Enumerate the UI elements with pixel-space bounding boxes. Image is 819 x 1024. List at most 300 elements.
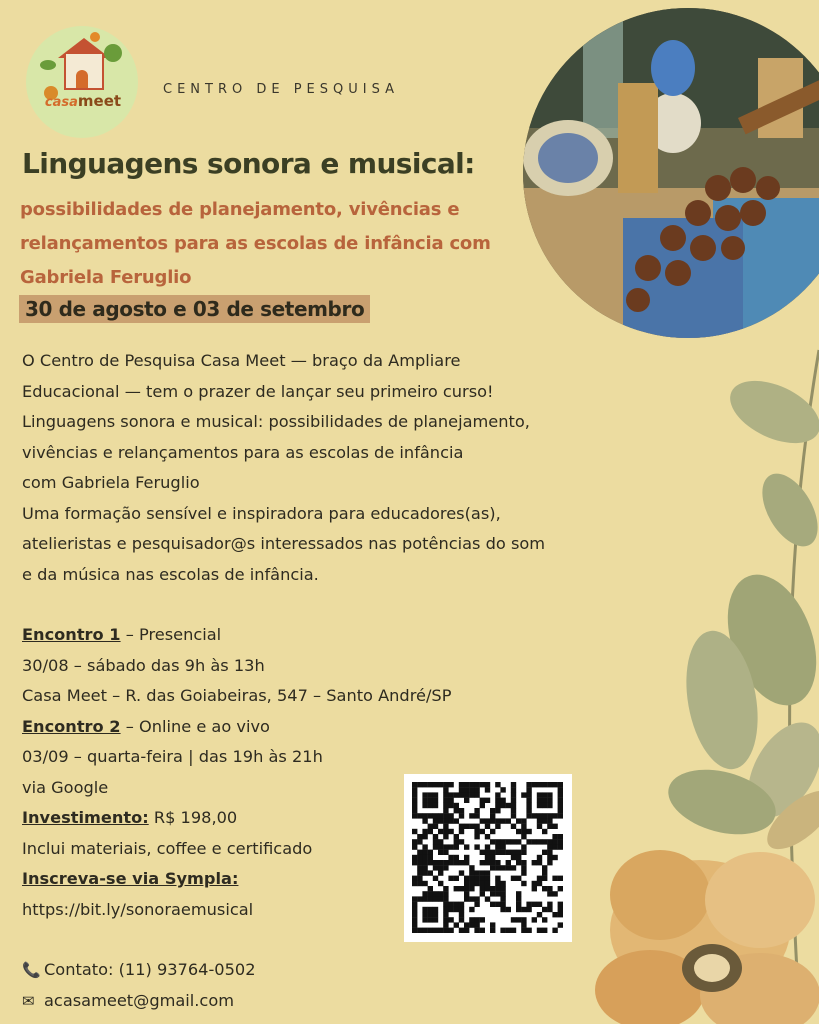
qr-module — [428, 824, 433, 829]
qr-module — [428, 912, 433, 917]
qr-module — [480, 798, 485, 803]
qr-module — [474, 792, 479, 797]
investimento-row — [22, 803, 422, 834]
qr-module — [474, 902, 479, 907]
qr-module — [511, 824, 516, 829]
qr-module — [417, 865, 422, 870]
qr-module — [537, 798, 542, 803]
qr-module — [428, 907, 433, 912]
qr-module — [417, 870, 422, 875]
qr-module — [417, 782, 422, 787]
qr-module — [443, 844, 448, 849]
qr-module — [422, 928, 427, 933]
qr-module — [485, 881, 490, 886]
qr-module — [433, 917, 438, 922]
qr-module — [417, 881, 422, 886]
qr-module — [443, 818, 448, 823]
qr-code[interactable] — [404, 774, 572, 942]
qr-module — [474, 917, 479, 922]
qr-module — [433, 896, 438, 901]
qr-module — [490, 818, 495, 823]
qr-module — [480, 870, 485, 875]
qr-module — [485, 860, 490, 865]
qr-module — [459, 860, 464, 865]
qr-module — [547, 891, 552, 896]
qr-module — [428, 829, 433, 834]
qr-module — [537, 912, 542, 917]
qr-module — [495, 808, 500, 813]
qr-module — [474, 896, 479, 901]
qr-module — [511, 792, 516, 797]
qr-module — [542, 839, 547, 844]
qr-module — [454, 902, 459, 907]
qr-module — [500, 850, 505, 855]
qr-module — [464, 782, 469, 787]
qr-module — [464, 860, 469, 865]
qr-module — [459, 928, 464, 933]
qr-module — [464, 896, 469, 901]
qr-module — [500, 886, 505, 891]
qr-module — [469, 886, 474, 891]
qr-module — [433, 798, 438, 803]
qr-module — [542, 870, 547, 875]
qr-module — [417, 928, 422, 933]
qr-module — [480, 850, 485, 855]
encontro2-when: 03/09 – quarta-feira | das 19h às 21h — [22, 747, 323, 766]
qr-module — [511, 850, 516, 855]
qr-module — [469, 787, 474, 792]
qr-module — [448, 876, 453, 881]
qr-module — [469, 896, 474, 901]
qr-module — [412, 792, 417, 797]
sun-icon — [90, 32, 100, 42]
encontro2-label: Encontro 2 — [22, 716, 121, 736]
encontro1-where: Casa Meet – R. das Goiabeiras, 547 – Santo André/SP — [22, 686, 452, 705]
encontro1-heading — [22, 620, 422, 651]
qr-module — [454, 855, 459, 860]
qr-module — [521, 792, 526, 797]
qr-module — [500, 928, 505, 933]
qr-module — [448, 855, 453, 860]
qr-module — [526, 798, 531, 803]
qr-module — [552, 782, 557, 787]
qr-module — [558, 844, 563, 849]
qr-module — [511, 813, 516, 818]
qr-module — [412, 928, 417, 933]
qr-module — [516, 876, 521, 881]
qr-module — [412, 907, 417, 912]
qr-module — [526, 902, 531, 907]
qr-module — [526, 829, 531, 834]
qr-module — [521, 917, 526, 922]
qr-module — [433, 813, 438, 818]
qr-module — [485, 855, 490, 860]
qr-module — [480, 860, 485, 865]
qr-module — [412, 876, 417, 881]
qr-module — [558, 834, 563, 839]
qr-module — [443, 896, 448, 901]
qr-module — [443, 886, 448, 891]
qr-module — [464, 844, 469, 849]
qr-module — [500, 839, 505, 844]
qr-module — [443, 912, 448, 917]
qr-module — [485, 886, 490, 891]
qr-module — [443, 902, 448, 907]
qr-module — [422, 850, 427, 855]
qr-module — [485, 834, 490, 839]
qr-module — [474, 881, 479, 886]
qr-module — [516, 839, 521, 844]
qr-module — [469, 907, 474, 912]
qr-module — [480, 917, 485, 922]
qr-module — [428, 850, 433, 855]
qr-module — [516, 896, 521, 901]
qr-module — [474, 824, 479, 829]
qr-module — [537, 860, 542, 865]
qr-module — [500, 896, 505, 901]
qr-module — [490, 902, 495, 907]
qr-module — [490, 886, 495, 891]
qr-module — [480, 782, 485, 787]
qr-module — [558, 787, 563, 792]
qr-module — [558, 922, 563, 927]
qr-module — [542, 917, 547, 922]
qr-module — [506, 839, 511, 844]
qr-module — [459, 813, 464, 818]
qr-module — [547, 824, 552, 829]
qr-module — [521, 865, 526, 870]
qr-module — [422, 896, 427, 901]
qr-module — [459, 787, 464, 792]
qr-module — [454, 876, 459, 881]
qr-module — [500, 803, 505, 808]
investimento-label: Investimento: — [22, 808, 149, 827]
qr-module — [495, 803, 500, 808]
qr-module — [412, 881, 417, 886]
qr-module — [516, 855, 521, 860]
qr-module — [500, 798, 505, 803]
qr-module — [428, 798, 433, 803]
qr-module — [495, 881, 500, 886]
qr-module — [521, 922, 526, 927]
qr-module — [474, 870, 479, 875]
qr-module — [532, 839, 537, 844]
qr-module — [495, 818, 500, 823]
qr-module — [422, 844, 427, 849]
qr-module — [438, 839, 443, 844]
qr-module — [417, 834, 422, 839]
qr-module — [459, 902, 464, 907]
description-line: atelieristas e pesquisador@s interessados nas potências do som — [22, 534, 546, 553]
qr-module — [448, 782, 453, 787]
qr-module — [537, 928, 542, 933]
contact-block — [22, 955, 256, 1016]
qr-module — [480, 891, 485, 896]
qr-module — [526, 907, 531, 912]
qr-module — [485, 876, 490, 881]
qr-module — [490, 922, 495, 927]
qr-module — [464, 824, 469, 829]
qr-module — [542, 782, 547, 787]
qr-module — [537, 813, 542, 818]
qr-module — [558, 808, 563, 813]
qr-module — [422, 834, 427, 839]
qr-module — [521, 829, 526, 834]
qr-module — [511, 876, 516, 881]
qr-module — [474, 787, 479, 792]
qr-module — [438, 860, 443, 865]
qr-module — [490, 808, 495, 813]
qr-module — [422, 881, 427, 886]
qr-module — [474, 782, 479, 787]
qr-module — [485, 824, 490, 829]
qr-module — [422, 782, 427, 787]
qr-module — [552, 824, 557, 829]
qr-module — [428, 803, 433, 808]
qr-module — [558, 912, 563, 917]
qr-module — [443, 829, 448, 834]
qr-module — [459, 829, 464, 834]
qr-module — [454, 860, 459, 865]
course-subtitle — [20, 193, 520, 295]
qr-module — [532, 917, 537, 922]
qr-module — [490, 839, 495, 844]
qr-module — [526, 813, 531, 818]
qr-module — [516, 902, 521, 907]
inscricao-label: Inscreva-se via Sympla: — [22, 869, 239, 888]
qr-module — [495, 792, 500, 797]
qr-module — [412, 855, 417, 860]
qr-module — [558, 813, 563, 818]
qr-module — [485, 798, 490, 803]
qr-module — [547, 818, 552, 823]
qr-module — [428, 928, 433, 933]
qr-module — [438, 891, 443, 896]
qr-module — [417, 896, 422, 901]
qr-module — [495, 782, 500, 787]
qr-module — [454, 922, 459, 927]
qr-module — [438, 870, 443, 875]
qr-module — [537, 803, 542, 808]
qr-module — [490, 829, 495, 834]
qr-module — [469, 792, 474, 797]
qr-module — [433, 860, 438, 865]
qr-module — [422, 829, 427, 834]
qr-module — [412, 902, 417, 907]
qr-module — [422, 912, 427, 917]
description-line: O Centro de Pesquisa Casa Meet — braço da Ampliare — [22, 351, 461, 370]
description-line: vivências e relançamentos para as escolas de infância — [22, 442, 464, 462]
qr-module — [490, 850, 495, 855]
encontro1-when: 30/08 – sábado das 9h às 13h — [22, 655, 265, 675]
qr-module — [464, 855, 469, 860]
instruments-photo-art — [523, 8, 819, 338]
qr-module — [485, 870, 490, 875]
encontro2-heading — [22, 712, 422, 743]
qr-module — [495, 850, 500, 855]
qr-module — [459, 782, 464, 787]
qr-module — [422, 803, 427, 808]
qr-module — [448, 902, 453, 907]
qr-module — [552, 813, 557, 818]
qr-module — [428, 886, 433, 891]
qr-module — [542, 818, 547, 823]
qr-module — [448, 829, 453, 834]
qr-module — [459, 886, 464, 891]
logo-text-casa: casa — [44, 95, 78, 110]
qr-module — [521, 860, 526, 865]
qr-module — [547, 844, 552, 849]
qr-module — [464, 787, 469, 792]
qr-module — [443, 922, 448, 927]
qr-module — [547, 886, 552, 891]
qr-module — [433, 782, 438, 787]
qr-module — [412, 813, 417, 818]
qr-module — [412, 917, 417, 922]
qr-module — [469, 824, 474, 829]
qr-module — [542, 798, 547, 803]
qr-module — [542, 865, 547, 870]
casa-meet-logo — [26, 26, 138, 138]
qr-module — [480, 803, 485, 808]
qr-module — [526, 928, 531, 933]
qr-module — [511, 865, 516, 870]
qr-module — [521, 881, 526, 886]
qr-module — [474, 829, 479, 834]
qr-module — [516, 891, 521, 896]
qr-module — [469, 876, 474, 881]
qr-module — [526, 808, 531, 813]
qr-module — [542, 886, 547, 891]
qr-module — [547, 902, 552, 907]
qr-module — [552, 891, 557, 896]
contact-phone-row — [22, 955, 256, 986]
qr-module — [433, 839, 438, 844]
qr-module — [443, 813, 448, 818]
qr-module — [433, 844, 438, 849]
qr-module — [454, 886, 459, 891]
qr-module — [474, 922, 479, 927]
qr-module — [542, 803, 547, 808]
course-info — [22, 620, 452, 925]
qr-module — [506, 865, 511, 870]
qr-module — [433, 876, 438, 881]
subtitle-line: possibilidades de planejamento, vivências e — [20, 199, 460, 220]
envelope-icon: ✉ — [22, 991, 35, 1010]
qr-module — [443, 787, 448, 792]
qr-module — [500, 881, 505, 886]
qr-module — [511, 917, 516, 922]
qr-module — [422, 798, 427, 803]
qr-module — [459, 917, 464, 922]
qr-module — [552, 839, 557, 844]
qr-module — [474, 876, 479, 881]
qr-module — [542, 813, 547, 818]
qr-module — [485, 844, 490, 849]
qr-module — [542, 792, 547, 797]
qr-module — [490, 860, 495, 865]
qr-module — [552, 834, 557, 839]
qr-module — [521, 824, 526, 829]
qr-module — [438, 782, 443, 787]
qr-module — [506, 860, 511, 865]
qr-module — [433, 907, 438, 912]
qr-module — [422, 891, 427, 896]
qr-module — [547, 907, 552, 912]
qr-module — [547, 850, 552, 855]
qr-module — [516, 818, 521, 823]
qr-module — [459, 792, 464, 797]
qr-module — [547, 813, 552, 818]
qr-module — [490, 855, 495, 860]
qr-module — [448, 818, 453, 823]
qr-module — [417, 813, 422, 818]
qr-module — [412, 829, 417, 834]
qr-module — [547, 782, 552, 787]
qr-code-graphic — [404, 774, 572, 942]
qr-module — [526, 782, 531, 787]
qr-module — [547, 855, 552, 860]
qr-module — [500, 907, 505, 912]
qr-module — [547, 792, 552, 797]
qr-module — [448, 803, 453, 808]
qr-module — [433, 928, 438, 933]
qr-module — [443, 865, 448, 870]
qr-module — [469, 881, 474, 886]
kicker-label: CENTRO DE PESQUISA — [163, 82, 399, 97]
qr-module — [438, 881, 443, 886]
qr-module — [459, 907, 464, 912]
investimento-value: R$ 198,00 — [148, 808, 238, 827]
qr-module — [495, 902, 500, 907]
qr-module — [480, 928, 485, 933]
qr-module — [417, 876, 422, 881]
qr-module — [448, 928, 453, 933]
qr-module — [547, 839, 552, 844]
qr-module — [412, 860, 417, 865]
qr-module — [428, 917, 433, 922]
qr-module — [422, 860, 427, 865]
qr-module — [443, 782, 448, 787]
inscricao-link[interactable]: https://bit.ly/sonoraemusical — [22, 899, 254, 919]
qr-module — [500, 818, 505, 823]
qr-module — [438, 818, 443, 823]
qr-module — [537, 902, 542, 907]
qr-module — [448, 907, 453, 912]
qr-module — [511, 928, 516, 933]
qr-module — [454, 844, 459, 849]
qr-module — [438, 844, 443, 849]
qr-module — [438, 829, 443, 834]
qr-module — [433, 891, 438, 896]
encontro1-mode: – Presencial — [120, 625, 222, 644]
contact-email[interactable]: acasameet@gmail.com — [44, 990, 234, 1010]
qr-module — [443, 891, 448, 896]
qr-module — [537, 818, 542, 823]
qr-module — [480, 829, 485, 834]
qr-module — [558, 782, 563, 787]
qr-module — [448, 844, 453, 849]
qr-module — [495, 891, 500, 896]
qr-module — [485, 818, 490, 823]
qr-module — [438, 850, 443, 855]
qr-module — [428, 813, 433, 818]
course-title: Linguagens sonora e musical: — [22, 147, 475, 180]
qr-module — [428, 855, 433, 860]
qr-module — [511, 803, 516, 808]
qr-module — [521, 844, 526, 849]
qr-module — [552, 928, 557, 933]
